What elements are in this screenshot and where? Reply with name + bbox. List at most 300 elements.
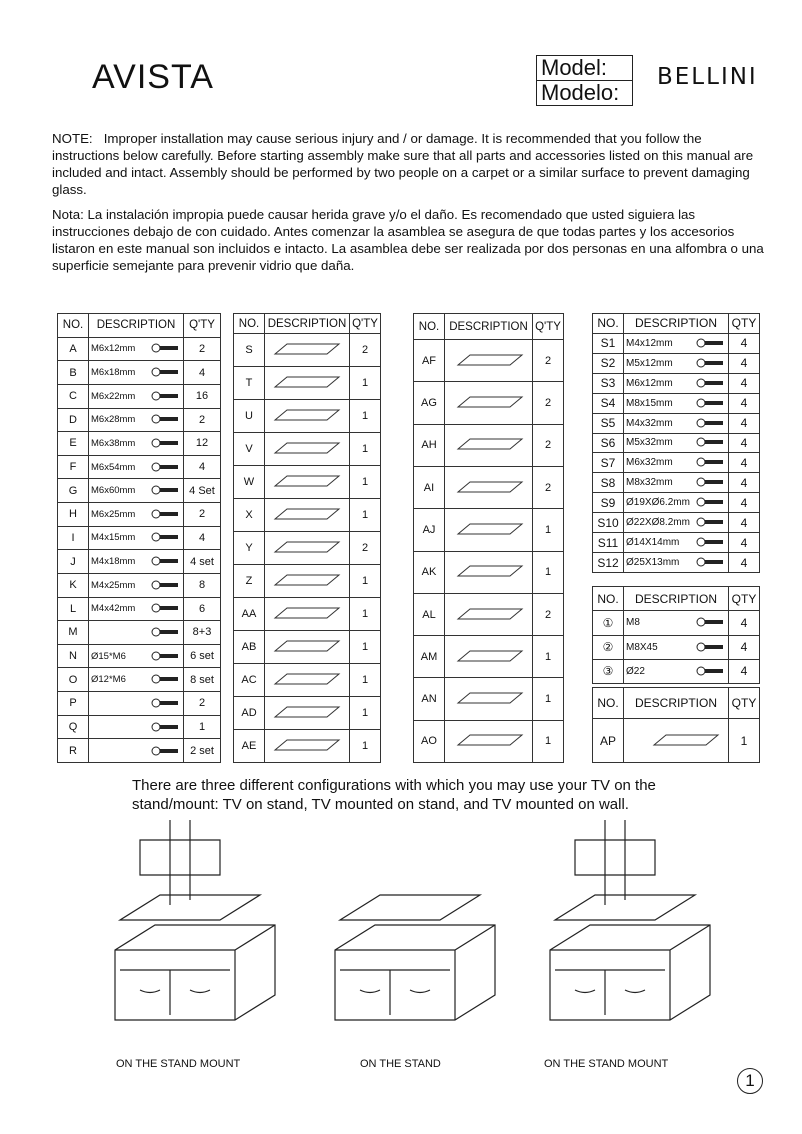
parts-table-hardware xyxy=(57,313,221,763)
part-spec: Ø15*M6 xyxy=(91,650,126,662)
model-name: BELLINI xyxy=(657,64,758,90)
part-description xyxy=(89,644,184,668)
part-quantity: 1 xyxy=(533,509,564,551)
part-number: S2 xyxy=(593,353,624,373)
part-number: ① xyxy=(593,611,624,635)
part-spec: M6x54mm xyxy=(91,461,136,473)
part-spec: M6x12mm xyxy=(91,343,136,355)
part-number: AH xyxy=(414,424,445,466)
part-description xyxy=(624,611,729,635)
table-row xyxy=(58,479,221,503)
part-description xyxy=(89,597,184,621)
part-number: W xyxy=(234,466,265,499)
part-number: S9 xyxy=(593,493,624,513)
part-description xyxy=(89,408,184,432)
part-quantity: 1 xyxy=(533,551,564,593)
configuration-illustrations xyxy=(100,820,720,1050)
part-quantity: 2 xyxy=(533,340,564,382)
screw-icon xyxy=(696,617,726,627)
page-number: 1 xyxy=(737,1068,763,1094)
screw-icon xyxy=(151,722,181,732)
part-number: AF xyxy=(414,340,445,382)
part-quantity: 4 xyxy=(729,611,760,635)
part-number: S12 xyxy=(593,553,624,573)
part-drawing-icon xyxy=(267,538,347,558)
part-quantity: 4 xyxy=(729,433,760,453)
part-number: B xyxy=(58,361,89,385)
part-description xyxy=(445,551,533,593)
part-number: AE xyxy=(234,729,265,762)
note-label: NOTE: xyxy=(52,131,93,146)
part-spec: M4x32mm xyxy=(626,417,673,429)
part-number: R xyxy=(58,739,89,763)
part-description xyxy=(624,333,729,353)
screw-icon xyxy=(696,517,726,527)
part-quantity: 2 xyxy=(184,503,221,527)
part-quantity: 1 xyxy=(350,367,381,400)
screw-icon xyxy=(151,438,181,448)
table-row xyxy=(234,696,381,729)
table-header-row xyxy=(234,314,381,334)
part-spec: Ø22XØ8.2mm xyxy=(626,517,690,529)
screw-icon xyxy=(151,462,181,472)
part-number: U xyxy=(234,400,265,433)
column-header: Q'TY xyxy=(350,314,381,334)
part-number: A xyxy=(58,337,89,361)
column-header: QTY xyxy=(729,587,760,611)
tv-stand-drawing xyxy=(550,820,710,1020)
screw-icon xyxy=(696,537,726,547)
column-header: QTY xyxy=(729,688,760,719)
part-number: M xyxy=(58,621,89,645)
screw-icon xyxy=(696,358,726,368)
table-row xyxy=(234,630,381,663)
part-spec: Ø14X14mm xyxy=(626,537,680,549)
part-number: S7 xyxy=(593,453,624,473)
part-drawing-icon xyxy=(646,731,726,751)
part-description xyxy=(445,593,533,635)
caption-stand-mount-1: ON THE STAND MOUNT xyxy=(116,1058,241,1070)
part-quantity: 1 xyxy=(350,400,381,433)
part-description xyxy=(265,466,350,499)
table-row xyxy=(58,597,221,621)
note-text: Improper installation may cause serious injury and / or damage. It is recommended that you follow the instructions below carefully. Before starting assembly make sure that all parts and accessories listed on this manual are included and intact. Assembly should be performed by two people on a carpet or a similar surface to prevent damaging glass. xyxy=(52,131,754,197)
screw-icon xyxy=(696,477,726,487)
part-number: P xyxy=(58,692,89,716)
column-header: NO. xyxy=(414,314,445,340)
table-header-row xyxy=(58,314,221,338)
table-row xyxy=(593,553,760,573)
part-number: S10 xyxy=(593,513,624,533)
screw-icon xyxy=(696,338,726,348)
part-spec: Ø19XØ6.2mm xyxy=(626,497,690,509)
table-row xyxy=(414,424,564,466)
part-description xyxy=(624,659,729,683)
table-row xyxy=(58,715,221,739)
column-header: NO. xyxy=(593,314,624,334)
table-row xyxy=(58,384,221,408)
part-drawing-icon xyxy=(267,736,347,756)
part-spec: M6x38mm xyxy=(91,437,136,449)
table-row xyxy=(58,621,221,645)
part-quantity: 1 xyxy=(350,696,381,729)
part-description xyxy=(265,334,350,367)
part-spec: Ø25X13mm xyxy=(626,557,680,569)
part-number: AO xyxy=(414,720,445,762)
parts-table-wall-anchors xyxy=(592,586,760,684)
part-quantity: 4 xyxy=(729,333,760,353)
part-spec: M4x18mm xyxy=(91,556,136,568)
table-row xyxy=(414,340,564,382)
part-drawing-icon xyxy=(267,439,347,459)
part-number: I xyxy=(58,526,89,550)
table-row xyxy=(58,337,221,361)
part-description xyxy=(445,636,533,678)
part-number: AB xyxy=(234,630,265,663)
column-header: QTY xyxy=(729,314,760,334)
part-number: S xyxy=(234,334,265,367)
part-description xyxy=(445,340,533,382)
part-quantity: 8 xyxy=(184,573,221,597)
part-description xyxy=(624,513,729,533)
table-row xyxy=(593,333,760,353)
part-number: Z xyxy=(234,565,265,598)
part-quantity: 8 set xyxy=(184,668,221,692)
part-description xyxy=(624,493,729,513)
part-spec: M6x22mm xyxy=(91,390,136,402)
part-quantity: 4 xyxy=(729,635,760,659)
part-quantity: 2 xyxy=(350,334,381,367)
table-row xyxy=(414,382,564,424)
table-row xyxy=(593,473,760,493)
part-drawing-icon xyxy=(450,562,530,582)
part-number: S8 xyxy=(593,473,624,493)
modelo-label: Modelo: xyxy=(537,80,632,105)
screw-icon xyxy=(151,485,181,495)
screw-icon xyxy=(151,627,181,637)
part-quantity: 1 xyxy=(533,720,564,762)
part-number: H xyxy=(58,503,89,527)
caption-stand-mount-2: ON THE STAND MOUNT xyxy=(544,1058,669,1070)
part-drawing-icon xyxy=(267,670,347,690)
part-description xyxy=(624,719,729,763)
part-drawing-icon xyxy=(450,435,530,455)
screw-icon xyxy=(151,367,181,377)
parts-table-tv-screws xyxy=(592,313,760,573)
table-row xyxy=(593,373,760,393)
part-number: X xyxy=(234,499,265,532)
table-row xyxy=(58,408,221,432)
part-number: V xyxy=(234,433,265,466)
table-header-row xyxy=(593,314,760,334)
part-description xyxy=(89,739,184,763)
part-number: AJ xyxy=(414,509,445,551)
screw-icon xyxy=(696,557,726,567)
part-drawing-icon xyxy=(450,731,530,751)
table-row xyxy=(234,729,381,762)
part-quantity: 1 xyxy=(533,678,564,720)
part-drawing-icon xyxy=(267,340,347,360)
table-row xyxy=(234,466,381,499)
part-description xyxy=(445,720,533,762)
part-quantity: 1 xyxy=(184,715,221,739)
table-row xyxy=(58,526,221,550)
part-number: S3 xyxy=(593,373,624,393)
part-spec: M4x42mm xyxy=(91,603,136,615)
part-quantity: 12 xyxy=(184,432,221,456)
part-quantity: 4 xyxy=(729,413,760,433)
part-number: Q xyxy=(58,715,89,739)
screw-icon xyxy=(151,414,181,424)
part-quantity: 2 xyxy=(184,692,221,716)
screw-icon xyxy=(151,343,181,353)
part-drawing-icon xyxy=(450,478,530,498)
part-number: AC xyxy=(234,663,265,696)
part-number: E xyxy=(58,432,89,456)
column-header: DESCRIPTION xyxy=(445,314,533,340)
part-number: AM xyxy=(414,636,445,678)
part-drawing-icon xyxy=(267,406,347,426)
column-header: DESCRIPTION xyxy=(624,587,729,611)
model-label-box xyxy=(536,55,633,106)
part-description xyxy=(265,499,350,532)
part-quantity: 4 xyxy=(184,526,221,550)
part-drawing-icon xyxy=(450,689,530,709)
part-number: S11 xyxy=(593,533,624,553)
part-quantity: 4 xyxy=(184,455,221,479)
part-number: F xyxy=(58,455,89,479)
part-description xyxy=(89,526,184,550)
part-spec: M6x28mm xyxy=(91,414,136,426)
table-row xyxy=(234,400,381,433)
column-header: DESCRIPTION xyxy=(265,314,350,334)
table-row xyxy=(58,361,221,385)
screw-icon xyxy=(696,418,726,428)
part-number: AK xyxy=(414,551,445,593)
screw-icon xyxy=(696,497,726,507)
table-header-row xyxy=(593,688,760,719)
table-row xyxy=(593,659,760,683)
part-description xyxy=(624,373,729,393)
part-number: AP xyxy=(593,719,624,763)
part-description xyxy=(89,384,184,408)
note-english xyxy=(52,130,772,198)
part-quantity: 4 xyxy=(729,533,760,553)
part-description xyxy=(89,361,184,385)
tv-stand-drawing xyxy=(335,895,495,1020)
part-description xyxy=(624,393,729,413)
part-drawing-icon xyxy=(450,520,530,540)
screw-icon xyxy=(151,509,181,519)
column-header: NO. xyxy=(593,688,624,719)
part-quantity: 4 xyxy=(729,513,760,533)
parts-table-panels xyxy=(413,313,564,763)
part-description xyxy=(89,715,184,739)
part-drawing-icon xyxy=(267,505,347,525)
part-number: AN xyxy=(414,678,445,720)
part-quantity: 2 xyxy=(533,382,564,424)
part-quantity: 1 xyxy=(350,433,381,466)
table-row xyxy=(234,433,381,466)
part-description xyxy=(89,337,184,361)
part-drawing-icon xyxy=(267,571,347,591)
part-description xyxy=(89,668,184,692)
table-row xyxy=(593,493,760,513)
screw-icon xyxy=(696,666,726,676)
part-quantity: 2 xyxy=(184,408,221,432)
table-row xyxy=(593,635,760,659)
table-row xyxy=(234,367,381,400)
screw-icon xyxy=(151,698,181,708)
part-description xyxy=(445,678,533,720)
part-spec: M5x32mm xyxy=(626,437,673,449)
configurations-text: There are three different configurations with which you may use your TV on the stand/mount: TV on stand, TV mounted on stand, and TV mounted on wall. xyxy=(132,777,656,813)
part-quantity: 8+3 xyxy=(184,621,221,645)
part-number: D xyxy=(58,408,89,432)
part-drawing-icon xyxy=(450,647,530,667)
tv-stand-drawing xyxy=(115,820,275,1020)
part-quantity: 2 xyxy=(533,593,564,635)
part-spec: M8 xyxy=(626,617,640,629)
part-description xyxy=(265,400,350,433)
table-row xyxy=(234,598,381,631)
table-row xyxy=(593,513,760,533)
part-number: ③ xyxy=(593,659,624,683)
table-row xyxy=(593,453,760,473)
part-quantity: 1 xyxy=(350,729,381,762)
part-quantity: 4 xyxy=(729,373,760,393)
part-number: AG xyxy=(414,382,445,424)
part-description xyxy=(89,621,184,645)
part-description xyxy=(624,413,729,433)
part-drawing-icon xyxy=(267,472,347,492)
screw-icon xyxy=(151,532,181,542)
part-description xyxy=(624,635,729,659)
part-quantity: 1 xyxy=(350,630,381,663)
caption-stand: ON THE STAND xyxy=(360,1058,441,1070)
part-quantity: 4 xyxy=(729,473,760,493)
column-header: Q'TY xyxy=(533,314,564,340)
table-row xyxy=(58,739,221,763)
part-quantity: 4 Set xyxy=(184,479,221,503)
part-description xyxy=(445,467,533,509)
part-description xyxy=(89,550,184,574)
table-row xyxy=(58,692,221,716)
part-description xyxy=(265,598,350,631)
part-description xyxy=(624,353,729,373)
table-row xyxy=(593,433,760,453)
part-spec: M5x12mm xyxy=(626,357,673,369)
part-quantity: 1 xyxy=(533,636,564,678)
column-header: DESCRIPTION xyxy=(624,314,729,334)
part-spec: M6x60mm xyxy=(91,485,136,497)
part-description xyxy=(445,424,533,466)
table-row xyxy=(58,668,221,692)
table-row xyxy=(58,503,221,527)
part-quantity: 1 xyxy=(350,565,381,598)
part-drawing-icon xyxy=(267,373,347,393)
table-row xyxy=(593,611,760,635)
table-row xyxy=(414,509,564,551)
part-description xyxy=(624,453,729,473)
part-quantity: 16 xyxy=(184,384,221,408)
screw-icon xyxy=(696,457,726,467)
part-spec: M8x15mm xyxy=(626,397,673,409)
table-row xyxy=(234,334,381,367)
part-quantity: 4 xyxy=(729,453,760,473)
part-description xyxy=(624,533,729,553)
table-row xyxy=(414,720,564,762)
part-number: S1 xyxy=(593,333,624,353)
table-row xyxy=(58,550,221,574)
part-description xyxy=(89,692,184,716)
parts-table-components xyxy=(233,313,381,763)
part-description xyxy=(624,473,729,493)
table-row xyxy=(58,455,221,479)
model-label: Model: xyxy=(541,55,608,80)
part-quantity: 4 xyxy=(729,659,760,683)
part-number: AL xyxy=(414,593,445,635)
note-spanish: Nota: La instalación impropia puede causar herida grave y/o el daño. Es recomendado que usted siguiera las instrucciones debajo de con cuidado. Antes comenzar la asamblea se asegura de que todas partes y los accesorios listaron en este manual son incluidos e intacto. La asamblea debe ser realizada por dos personas en una alfombra o una superficie semejante para prevenir vidrio que daña. xyxy=(52,207,764,273)
part-description xyxy=(445,509,533,551)
part-drawing-icon xyxy=(450,351,530,371)
part-description xyxy=(265,367,350,400)
part-quantity: 2 set xyxy=(184,739,221,763)
part-spec: M6x32mm xyxy=(626,457,673,469)
screw-icon xyxy=(151,674,181,684)
part-description xyxy=(265,663,350,696)
part-number: AA xyxy=(234,598,265,631)
part-quantity: 1 xyxy=(729,719,760,763)
screw-icon xyxy=(696,378,726,388)
screw-icon xyxy=(151,603,181,613)
table-row xyxy=(234,532,381,565)
part-spec: Ø12*M6 xyxy=(91,674,126,686)
part-quantity: 4 xyxy=(729,353,760,373)
part-spec: M4x25mm xyxy=(91,579,136,591)
part-spec: M6x25mm xyxy=(91,508,136,520)
part-description xyxy=(624,433,729,453)
part-quantity: 2 xyxy=(533,424,564,466)
part-quantity: 4 xyxy=(184,361,221,385)
part-drawing-icon xyxy=(267,604,347,624)
part-drawing-icon xyxy=(450,393,530,413)
part-number: Y xyxy=(234,532,265,565)
part-number: K xyxy=(58,573,89,597)
part-description xyxy=(265,532,350,565)
part-description xyxy=(89,573,184,597)
column-header: NO. xyxy=(234,314,265,334)
part-quantity: 1 xyxy=(350,598,381,631)
part-description xyxy=(89,432,184,456)
part-description xyxy=(265,630,350,663)
part-quantity: 2 xyxy=(533,467,564,509)
screw-icon xyxy=(151,391,181,401)
part-quantity: 4 xyxy=(729,553,760,573)
part-description xyxy=(265,565,350,598)
part-number: ② xyxy=(593,635,624,659)
table-row xyxy=(414,551,564,593)
column-header: Q'TY xyxy=(184,314,221,338)
part-number: AD xyxy=(234,696,265,729)
screw-icon xyxy=(696,437,726,447)
part-spec: M4x12mm xyxy=(626,337,673,349)
table-row xyxy=(58,644,221,668)
table-row xyxy=(414,467,564,509)
table-row xyxy=(234,663,381,696)
part-quantity: 6 set xyxy=(184,644,221,668)
part-number: O xyxy=(58,668,89,692)
